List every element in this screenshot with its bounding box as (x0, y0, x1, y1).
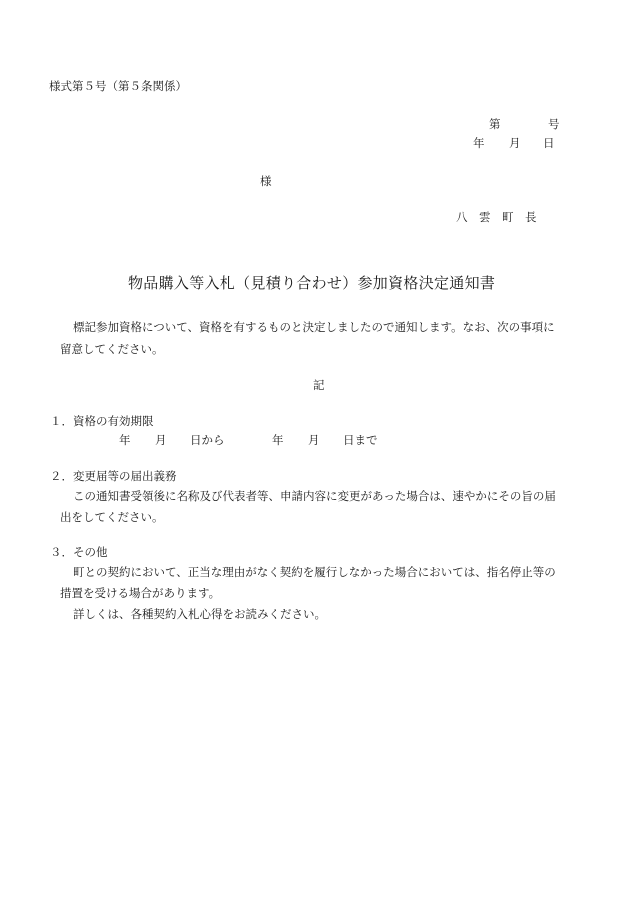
item-2-heading: ２．変更届等の届出義務 (50, 469, 177, 483)
item-3-line-2: 措置を受ける場合があります。 (60, 586, 221, 600)
validity-from-year: 年 (119, 433, 131, 447)
number-go: 号 (548, 117, 560, 131)
document-title: 物品購入等入札（見積り合わせ）参加資格決定通知書 (128, 274, 496, 292)
validity-from-day: 日から (190, 433, 225, 447)
date-month: 月 (509, 136, 521, 150)
validity-to-month: 月 (308, 433, 320, 447)
issuer: 八 雲 町 長 (456, 210, 537, 224)
item-1-heading: １．資格の有効期限 (50, 414, 154, 428)
ki-heading: 記 (313, 378, 325, 392)
addressee-sama: 様 (260, 174, 272, 188)
form-label: 様式第５号（第５条関係） (49, 79, 187, 93)
intro-line-2: 留意してください。 (60, 342, 164, 356)
item-2-line-2: 出をしてください。 (60, 510, 164, 524)
validity-to-year: 年 (272, 433, 284, 447)
item-2-line-1: この通知書受領後に名称及び代表者等、申請内容に変更があった場合は、速やかにその旨の届 (73, 489, 556, 503)
item-3-line-1: 町との契約において、正当な理由がなく契約を履行しなかった場合においては、指名停止等の (73, 565, 556, 579)
number-dai: 第 (489, 117, 501, 131)
validity-to-day: 日まで (343, 433, 378, 447)
item-3-line-3: 詳しくは、各種契約入札心得をお読みください。 (73, 607, 326, 621)
validity-from-month: 月 (155, 433, 167, 447)
date-year: 年 (473, 136, 485, 150)
item-3-heading: ３．その他 (50, 545, 108, 559)
date-day: 日 (543, 136, 555, 150)
intro-line-1: 標記参加資格について、資格を有するものと決定しましたので通知します。なお、次の事項に (73, 320, 555, 334)
